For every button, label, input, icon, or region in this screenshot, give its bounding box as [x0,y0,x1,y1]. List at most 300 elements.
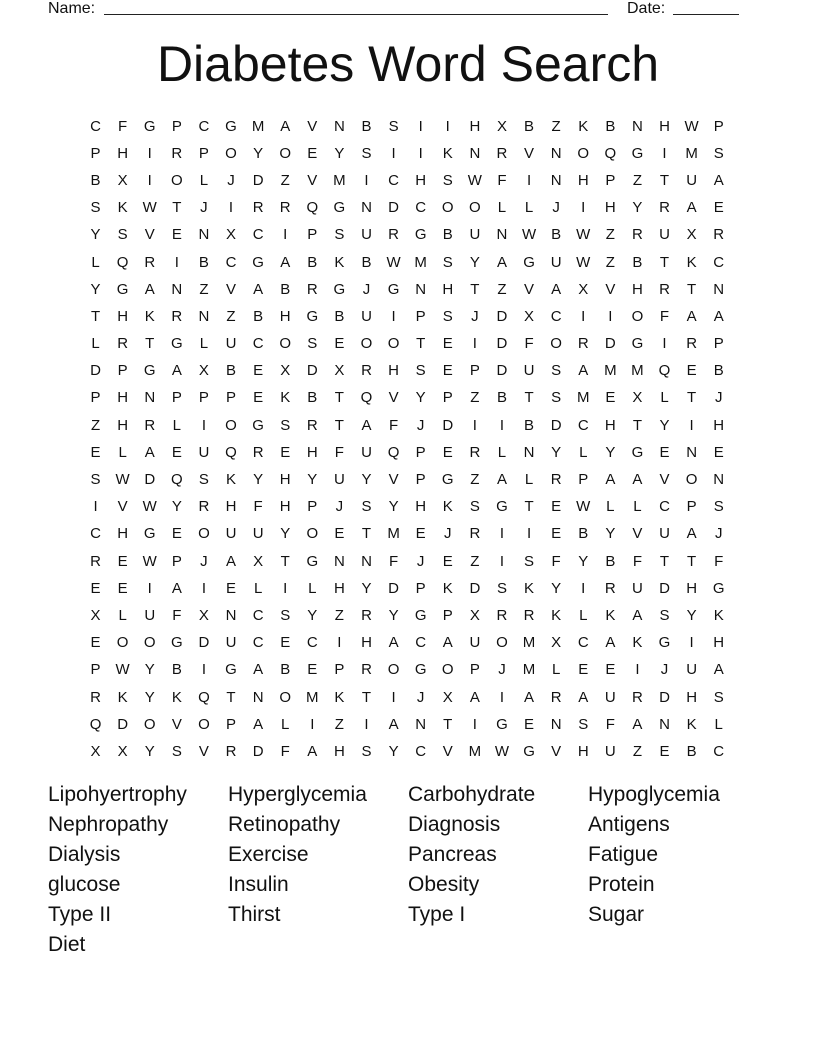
grid-letter: N [361,552,372,570]
grid-letter: F [605,715,615,733]
grid-letter: T [145,335,155,353]
grid-letter: B [713,362,724,380]
grid-letter: P [334,661,345,679]
grid-letter: Y [659,416,670,434]
grid-letter: B [524,416,535,434]
grid-letter: R [686,335,698,353]
grid-letter: W [142,498,157,516]
grid-letter: W [115,661,130,679]
word-bank [48,780,768,960]
grid-row [82,195,734,222]
grid-letter: B [496,389,507,407]
grid-letter: H [442,280,454,298]
grid-letter: L [199,171,209,189]
grid-letter: N [252,688,264,706]
grid-letter: G [631,335,644,353]
grid-letter: T [361,525,372,543]
grid-letter: B [171,661,182,679]
grid-letter: H [713,416,725,434]
grid-letter: H [225,498,237,516]
grid-letter: O [577,144,590,162]
grid-row [82,575,734,602]
grid-letter: O [198,715,210,733]
grid-letter: C [388,171,399,189]
grid-letter: S [551,389,562,407]
grid-letter: Q [306,199,319,217]
grid-letter: L [714,715,723,733]
grid-letter: V [388,471,399,489]
grid-letter: H [415,498,427,516]
grid-letter: Z [90,416,101,434]
grid-letter: G [225,661,237,679]
grid-letter: U [333,471,345,489]
grid-letter: I [147,144,152,162]
grid-letter: C [252,335,264,353]
grid-letter: Y [469,253,480,271]
grid-letter: E [442,552,453,570]
grid-letter: O [225,416,237,434]
grid-letter: X [632,389,643,407]
grid-letter: S [388,117,399,135]
grid-letter: J [471,307,479,325]
grid-letter: G [143,362,156,380]
grid-letter: P [171,117,182,135]
grid-letter: Y [632,199,643,217]
grid-letter: G [170,335,183,353]
grid-letter: N [415,715,427,733]
grid-letter: D [496,335,508,353]
grid-letter: G [658,634,671,652]
grid-letter: S [713,688,724,706]
grid-letter: P [90,144,101,162]
grid-letter: H [577,171,589,189]
grid-letter: R [144,416,156,434]
grid-letter: U [361,226,372,244]
grid-row [82,466,734,493]
grid-letter: G [631,144,644,162]
grid-letter: O [496,634,508,652]
grid-letter: F [172,606,182,624]
grid-letter: Z [470,389,480,407]
grid-letter: A [144,443,155,461]
name-label: Name: [48,0,96,17]
grid-letter: L [91,253,100,271]
grid-letter: O [170,171,183,189]
grid-letter: S [496,579,507,597]
grid-letter: O [279,335,292,353]
grid-letter: M [604,362,617,380]
word-bank-item: Nephropathy [48,813,169,836]
grid-letter: B [578,525,589,543]
grid-letter: R [90,552,101,570]
grid-letter: U [252,525,264,543]
grid-letter: H [604,416,616,434]
grid-letter: K [171,688,182,706]
grid-letter: E [605,661,616,679]
grid-letter: P [198,144,209,162]
grid-letter: E [415,525,426,543]
grid-letter: Q [116,253,129,271]
grid-letter: K [632,634,643,652]
grid-letter: Z [632,742,642,760]
grid-letter: Y [388,606,399,624]
grid-letter: Y [307,471,318,489]
word-bank-item: Antigens [588,813,670,836]
grid-letter: E [117,579,128,597]
grid-letter: F [524,335,534,353]
grid-letter: R [523,606,535,624]
grid-letter: I [228,199,234,217]
grid-letter: A [144,280,155,298]
grid-letter: P [469,362,480,380]
grid-letter: L [551,661,561,679]
grid-letter: A [253,661,264,679]
grid-letter: P [442,389,453,407]
grid-letter: A [307,742,318,760]
grid-letter: D [659,579,670,597]
word-bank-item: Diet [48,933,86,956]
grid-letter: Z [470,552,480,570]
grid-letter: C [577,416,589,434]
grid-letter: H [577,742,589,760]
grid-letter: D [469,579,481,597]
grid-letter: J [498,661,506,679]
header-line [48,0,748,20]
grid-letter: H [279,307,291,325]
grid-letter: Y [280,525,291,543]
grid-letter: A [713,307,724,325]
grid-row [82,276,734,303]
grid-letter: I [147,171,152,189]
grid-letter: E [90,443,101,461]
grid-letter: I [581,199,586,217]
grid-letter: T [659,552,670,570]
grid-letter: F [118,117,128,135]
grid-letter: B [307,389,318,407]
grid-letter: K [117,688,128,706]
grid-letter: T [443,715,453,733]
grid-letter: Y [578,552,589,570]
grid-letter: U [686,661,698,679]
grid-letter: E [659,742,670,760]
grid-letter: D [496,362,508,380]
grid-letter: M [251,117,265,135]
grid-letter: U [469,226,481,244]
word-bank-item: Thirst [228,903,281,926]
grid-letter: O [360,335,373,353]
grid-letter: F [551,552,561,570]
grid-letter: B [361,117,372,135]
grid-letter: B [551,226,562,244]
grid-letter: E [659,443,670,461]
grid-letter: E [551,498,562,516]
word-bank-item: Fatigue [588,843,659,866]
grid-letter: J [362,280,371,298]
grid-letter: B [361,253,372,271]
grid-letter: T [361,688,372,706]
grid-letter: R [550,688,562,706]
grid-letter: G [333,199,346,217]
grid-letter: N [333,117,345,135]
grid-letter: I [499,525,505,543]
grid-letter: A [361,416,372,434]
grid-letter: N [632,117,643,135]
grid-letter: S [90,199,101,217]
grid-letter: T [632,416,642,434]
grid-letter: U [604,688,616,706]
grid-letter: P [226,389,237,407]
grid-letter: H [117,389,129,407]
date-label: Date: [627,0,666,17]
grid-letter: R [550,471,562,489]
grid-letter: W [467,171,482,189]
grid-letter: C [252,226,264,244]
grid-letter: D [550,416,562,434]
grid-letter: I [526,525,532,543]
grid-letter: H [632,280,643,298]
grid-letter: R [306,416,318,434]
grid-row [82,167,734,194]
grid-letter: K [524,579,535,597]
grid-letter: X [198,362,209,380]
grid-letter: H [388,362,399,380]
grid-letter: U [361,443,372,461]
grid-letter: K [605,606,616,624]
grid-letter: X [334,362,345,380]
grid-letter: C [415,199,427,217]
grid-letter: H [686,579,698,597]
name-blank-line[interactable] [104,0,608,15]
grid-letter: O [306,525,319,543]
grid-letter: R [361,661,372,679]
date-blank-line[interactable] [673,0,739,15]
grid-row [82,385,734,412]
grid-letter: R [252,199,264,217]
grid-letter: G [523,742,535,760]
grid-letter: I [418,144,423,162]
grid-letter: C [90,525,101,543]
grid-letter: H [117,525,129,543]
grid-letter: R [632,226,643,244]
grid-letter: B [198,253,209,271]
grid-letter: Q [604,144,617,162]
grid-letter: S [659,606,670,624]
grid-letter: O [116,634,129,652]
grid-letter: R [117,335,129,353]
grid-letter: Y [388,742,399,760]
grid-letter: Z [470,471,480,489]
grid-letter: B [90,171,101,189]
grid-letter: Y [551,579,562,597]
grid-letter: M [414,253,427,271]
grid-letter: A [280,117,291,135]
grid-letter: E [524,715,535,733]
grid-letter: A [686,199,697,217]
grid-letter: S [361,498,372,516]
grid-letter: B [442,226,453,244]
grid-letter: K [334,253,345,271]
grid-letter: E [307,144,318,162]
grid-letter: E [713,199,724,217]
grid-letter: D [604,335,616,353]
grid-letter: R [171,144,183,162]
grid-letter: D [144,471,156,489]
grid-row [82,630,734,657]
grid-letter: W [142,552,157,570]
grid-letter: J [714,389,723,407]
grid-letter: K [578,117,589,135]
word-bank-item: Pancreas [408,843,497,866]
grid-letter: N [198,307,210,325]
grid-letter: E [442,362,453,380]
grid-letter: G [306,552,319,570]
grid-letter: V [198,742,209,760]
grid-letter: X [90,606,101,624]
grid-letter: I [499,416,505,434]
grid-letter: U [632,579,643,597]
grid-letter: P [171,389,182,407]
grid-letter: S [280,606,291,624]
grid-row [82,113,734,140]
grid-letter: J [416,416,425,434]
word-bank-item: Type II [48,903,112,926]
grid-letter: J [200,199,208,217]
grid-letter: V [605,280,616,298]
grid-letter: Z [334,606,344,624]
grid-letter: I [689,416,694,434]
grid-letter: C [225,253,237,271]
grid-letter: P [415,579,426,597]
grid-letter: A [605,634,616,652]
grid-letter: L [199,335,209,353]
grid-letter: N [550,715,562,733]
grid-letter: C [659,498,670,516]
grid-letter: P [226,715,237,733]
grid-letter: G [496,498,508,516]
grid-letter: K [442,498,453,516]
grid-letter: D [659,688,670,706]
grid-letter: O [143,715,156,733]
grid-letter: L [281,715,290,733]
grid-letter: E [280,634,291,652]
grid-row [82,657,734,684]
grid-letter: Z [226,307,236,325]
grid-letter: L [579,443,588,461]
grid-letter: M [387,525,400,543]
grid-letter: G [116,280,129,298]
grid-letter: C [198,117,210,135]
grid-letter: D [442,416,454,434]
word-bank-item: Protein [588,873,655,896]
grid-letter: C [577,634,589,652]
grid-letter: M [333,171,346,189]
grid-letter: X [578,280,589,298]
word-bank-item: glucose [48,873,121,896]
grid-letter: G [143,525,156,543]
grid-letter: U [198,443,210,461]
grid-letter: U [523,362,535,380]
grid-letter: X [469,606,480,624]
grid-letter: Y [90,280,101,298]
word-bank-item: Type I [408,903,466,926]
grid-letter: S [307,335,318,353]
grid-letter: Y [334,144,345,162]
grid-letter: N [713,280,725,298]
grid-row [82,412,734,439]
grid-letter: S [524,552,535,570]
grid-letter: C [252,634,264,652]
grid-letter: A [496,471,507,489]
grid-letter: B [686,742,697,760]
word-bank-item: Retinopathy [228,813,341,836]
grid-letter: O [279,688,292,706]
grid-letter: Z [497,280,507,298]
grid-letter: Y [171,498,182,516]
grid-letter: V [226,280,237,298]
grid-letter: G [496,715,508,733]
grid-letter: H [117,307,129,325]
grid-letter: B [632,253,643,271]
grid-letter: H [306,443,318,461]
grid-letter: E [90,634,101,652]
grid-letter: I [608,307,613,325]
grid-letter: T [470,280,480,298]
grid-letter: X [524,307,535,325]
grid-letter: U [361,307,372,325]
grid-letter: Y [144,661,155,679]
grid-letter: I [662,335,667,353]
grid-letter: D [198,634,210,652]
grid-letter: C [90,117,101,135]
grid-letter: C [713,253,725,271]
grid-letter: Q [170,471,183,489]
grid-letter: N [225,606,237,624]
grid-letter: P [713,335,724,353]
grid-letter: R [388,226,399,244]
grid-letter: I [635,661,640,679]
grid-letter: P [415,471,426,489]
grid-letter: F [253,498,263,516]
grid-letter: X [253,552,264,570]
grid-letter: U [225,525,237,543]
grid-letter: E [605,389,616,407]
grid-letter: B [226,362,237,380]
grid-letter: Y [90,226,101,244]
grid-letter: V [524,144,535,162]
grid-letter: I [174,253,179,271]
grid-letter: W [684,117,699,135]
grid-letter: N [550,171,562,189]
grid-letter: U [225,634,237,652]
grid-letter: A [226,552,237,570]
grid-letter: E [171,443,182,461]
word-bank-item: Sugar [588,903,645,926]
grid-row [82,303,734,330]
grid-letter: P [307,226,318,244]
grid-row [82,140,734,167]
grid-letter: S [198,471,209,489]
grid-letter: J [416,552,425,570]
grid-letter: I [283,579,288,597]
grid-letter: A [605,471,616,489]
grid-letter: E [334,525,345,543]
grid-letter: R [171,307,183,325]
grid-letter: C [306,634,318,652]
grid-letter: A [253,715,264,733]
grid-letter: H [279,471,291,489]
grid-letter: S [334,226,345,244]
grid-letter: I [662,144,667,162]
